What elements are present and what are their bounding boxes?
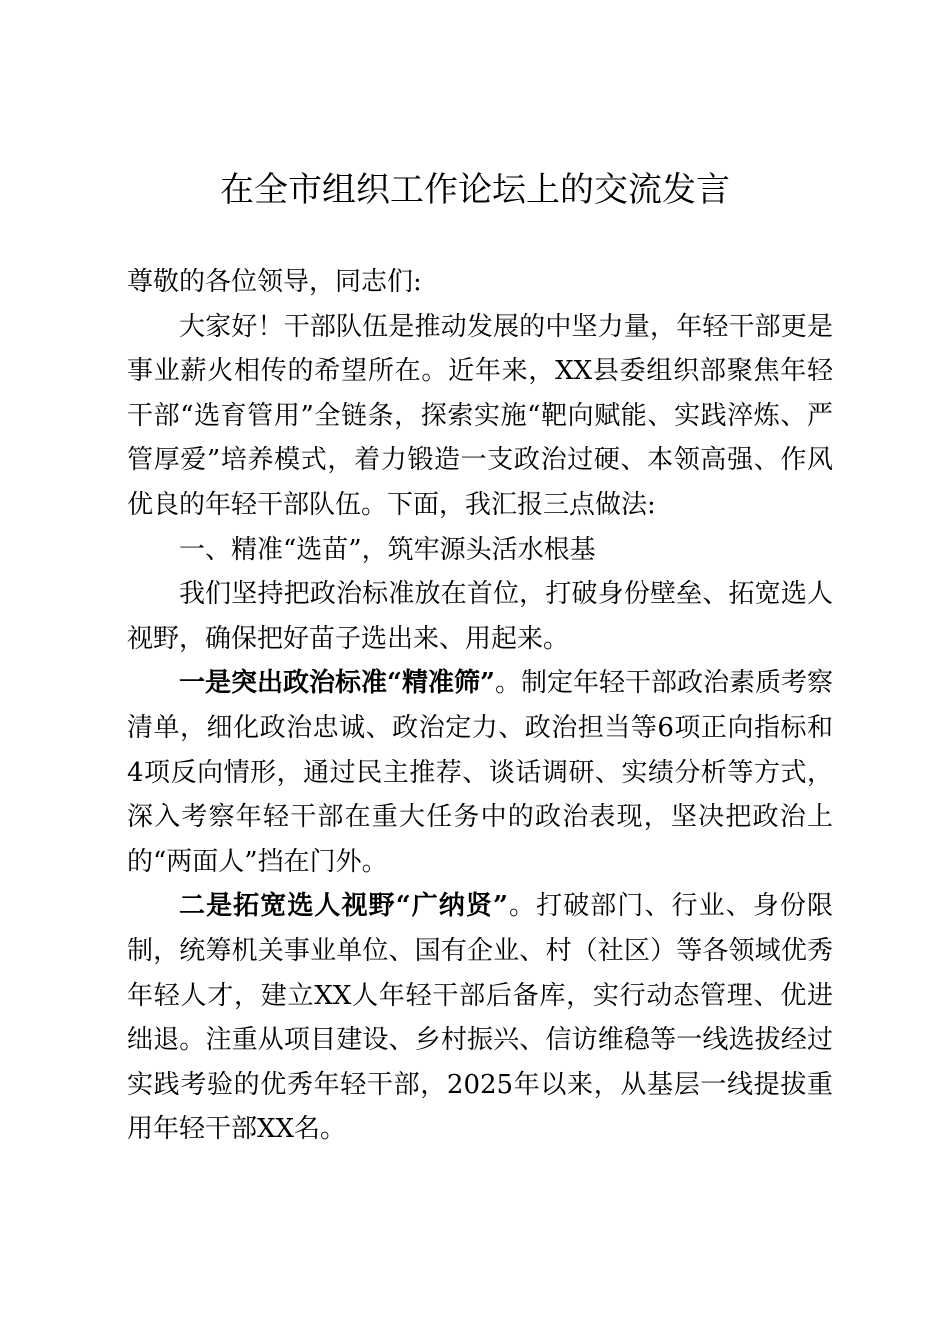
page-title: 在全市组织工作论坛上的交流发言 [220,170,730,210]
point-one-paragraph [127,661,833,884]
point-two-paragraph [127,884,833,1152]
section-intro-paragraph: 我们坚持把政治标准放在首位，打破身份壁垒、拓宽选人视野，确保把好苗子选出来、用起来。 [127,579,833,654]
document-body [127,260,833,1152]
point-one-text: 。制定年轻干部政治素质考察清单，细化政治忠诚、政治定力、政治担当等6项正向指标和4项反向情形，通过民主推荐、谈话调研、实绩分析等方式，深入考察年轻干部在重大任务中的政治表现，坚决把政治上的“两面人”挡在门外。 [127,668,833,877]
point-two-heading: 二是拓宽选人视野“广纳贤” [179,891,508,922]
intro-paragraph: 大家好！干部队伍是推动发展的中坚力量，年轻干部更是事业薪火相传的希望所在。近年来，XX县委组织部聚焦年轻干部“选育管用”全链条，探索实施“靶向赋能、实践淬炼、严管厚爱”培养模式，着力锻造一支政治过硬、本领高强、作风优良的年轻干部队伍。下面，我汇报三点做法: [127,311,833,520]
salutation: 尊敬的各位领导，同志们: [127,267,422,297]
section-heading: 一、精准“选苗”，筑牢源头活水根基 [179,534,596,565]
point-one-heading: 一是突出政治标准“精准筛” [179,668,495,699]
point-two-text: 。打破部门、行业、身份限制，统筹机关事业单位、国有企业、村（社区）等各领域优秀年轻人才，建立XX人年轻干部后备库，实行动态管理、优进绌退。注重从项目建设、乡村振兴、信访维稳等一线选拔经过实践考验的优秀年轻干部，2025年以来，从基层一线提拔重用年轻干部XX名。 [127,891,833,1145]
